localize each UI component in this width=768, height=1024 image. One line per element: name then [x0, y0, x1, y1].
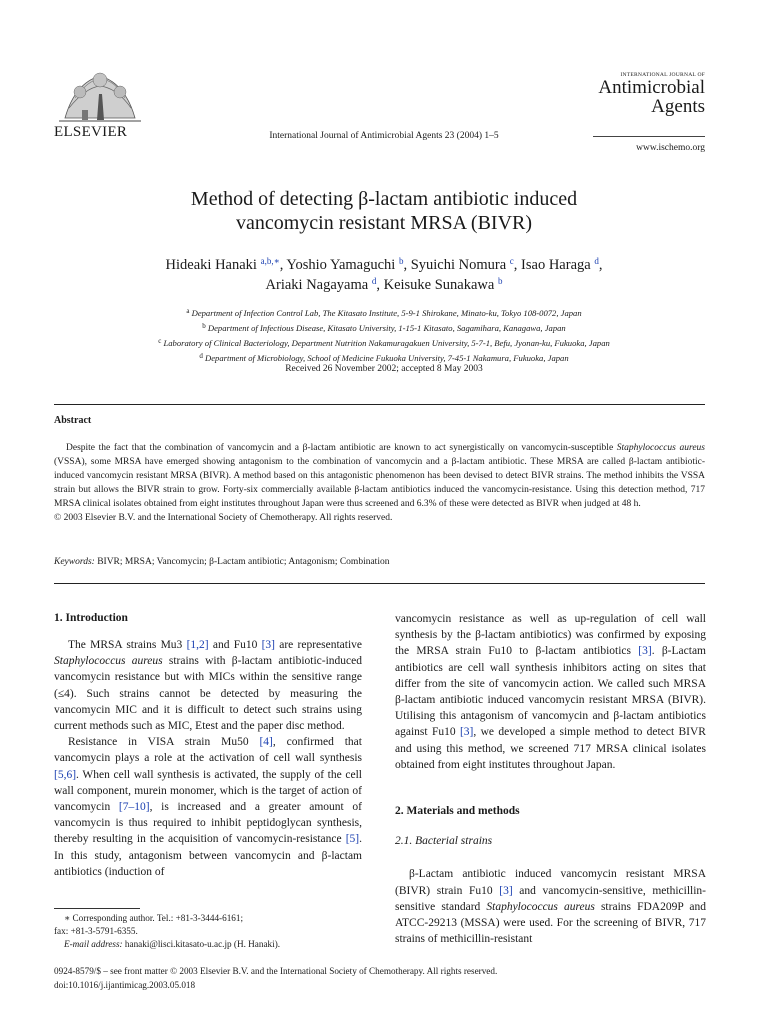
page-footer [54, 965, 705, 992]
author-name: Syuichi Nomura [410, 257, 507, 273]
issn-line: 0924-8579/$ – see front matter © 2003 Elsevier B.V. and the International Society of Chemotherapy. All rights reserved. [54, 966, 498, 976]
section-heading-introduction: 1. Introduction [54, 612, 128, 624]
abstract-heading: Abstract [54, 415, 92, 426]
journal-citation: International Journal of Antimicrobial Agents 23 (2004) 1–5 [269, 131, 499, 141]
article-title-line2: vancomycin resistant MRSA (BIVR) [235, 212, 533, 234]
author-affiliation-marker[interactable]: d [371, 276, 377, 286]
affiliation-list [0, 305, 768, 365]
affiliation-item: $^b$ Department of Infectious Disease, Kitasato University, 1-15-1 Kitasato, Sagamihara, Kanagawa, Japan [202, 322, 566, 333]
author-name: Keisuke Sunakawa [383, 277, 495, 293]
email-note: E-mail address: hanaki@lisci.kitasato-u.ac.jp (H. Hanaki). [64, 939, 281, 949]
right-column: vancomycin resistance as well as up-regulation of cell wall synthesis by the β-lactam antibiotics) was confirmed by exposing the MRSA strain Fu10 to β-lactam antibiotics [3]. β-Lactam antibiotics are cell wall synthesis inhibitors acting on sites that differ from the site of vancomycin action. We called such MRSA β-lactam antibiotic induced vancomycin resistant MRSA (BIVR). Utilising this antagonism of vancomycin and β-lactam antibiotics against Fu10 [3], we developed a simple method to detect BIVR and using this method, we screened 717 MRSA clinical isolates obtained from eight institutes throughout Japan. 2. Materials and methods 2.1. Bacterial strains β-Lactam antibiotic induced vancomycin resistant MRSA (BIVR) strain Fu10 [3] and vancomycin-sensitive, methicillin-sensitive standard Staphylococcus aureus strains FDA209P and ATCC-29213 (MSSA) were used. For the screening of BIVR, 717 strains of methicillin-resistant [395, 613, 706, 946]
author-name: Isao Haraga [521, 257, 591, 273]
affiliation-item: $^a$ Department of Infection Control Lab, The Kitasato Institute, 5-9-1 Shirokane, Minato-ku, Tokyo 108-0072, Japan [186, 307, 582, 318]
article-title [0, 187, 768, 235]
citation-link[interactable]: [3] [499, 884, 513, 897]
citation-link[interactable]: [4] [259, 736, 273, 749]
masthead-divider [593, 136, 705, 137]
journal-masthead-line1: Antimicrobial [598, 77, 705, 98]
journal-masthead-line2: Agents [651, 96, 705, 117]
doi-line[interactable]: doi:10.1016/j.ijantimicag.2003.05.018 [54, 979, 196, 990]
author-affiliation-marker[interactable]: a,b,∗ [260, 256, 280, 266]
author-name: Yoshio Yamaguchi [286, 257, 396, 273]
author-affiliation-marker[interactable]: d [594, 256, 599, 266]
citation-link[interactable]: [5,6] [54, 768, 77, 781]
corresponding-author-note: ∗ Corresponding author. Tel.: +81-3-3444-6161; [64, 913, 244, 923]
footnotes [54, 912, 362, 951]
received-dates: Received 26 November 2002; accepted 8 May 2003 [285, 364, 483, 374]
section-heading-methods: 2. Materials and methods [395, 805, 520, 818]
abstract-text: Despite the fact that the combination of vancomycin and a β-lactam antibiotic are known to act synergistically on vancomycin-susceptible Staphylococcus aureus (VSSA), some MRSA have emerged showing antagonism to the combination of vancomycin and a β-lactam antibiotic. These MRSA are called β-lactam antibiotic-induced vancomycin resistant MRSA (BIVR). A method based on this antagonistic phenomenon has been devised to detect BIVR strains. The method inhibits the VSSA strain but allows the BIVR strain to grow. Forty-six commercially available β-lactam antibiotics induced the vancomycin-resistance. Using this detection method, 717 MRSA clinical isolates obtained from eight institutes throughout Japan were thus screened and 6.3% of these were detected as BIVR when judged at 48 h. © 2003 Elsevier B.V. and the International Society of Chemotherapy. All rights reserved. [54, 443, 705, 523]
publisher-name: ELSEVIER [54, 124, 128, 140]
journal-url[interactable]: www.ischemo.org [636, 143, 705, 153]
citation-link[interactable]: [3] [638, 645, 652, 658]
author-list: Hideaki Hanaki $^{a,b,∗}$, Yoshio Yamaguchi $^b$, Syuichi Nomura $^c$, Isao Haraga $^d$, Ariaki Nagayama $^d$, Keisuke Sunakawa $^b$ [165, 256, 603, 293]
copyright-line: © 2003 Elsevier B.V. and the International Society of Chemotherapy. All rights reserved. [54, 513, 393, 523]
citation-link[interactable]: [5] [345, 833, 360, 846]
journal-masthead-small: INTERNATIONAL JOURNAL OF [620, 72, 705, 78]
author-affiliation-marker[interactable]: b [398, 256, 404, 266]
keywords: Keywords: BIVR; MRSA; Vancomycin; β-Lactam antibiotic; Antagonism; Combination [54, 557, 390, 567]
citation-link[interactable]: [1,2] [186, 639, 209, 651]
left-column: 1. Introduction The MRSA strains Mu3 [1,2] and Fu10 [3] are representative Staphylococcus aureus strains with β-lactam antibiotic-induced vancomycin resistance but with MICs within the sensitive range (≤4). Such strains cannot be detected by measuring the vancomycin MIC and it is difficult to detect such strains using current methods such as MIC, Etest and the paper disc method. Resistance in VISA strain Mu50 [4], confirmed that vancomycin plays a role at the activation of cell wall synthesis [5,6]. When cell wall synthesis is activated, the supply of the cell wall component, murein monomer, which is the target of action of vancomycin [7–10], is increased and a greater amount of vancomycin is thus required to inhibit peptidoglycan synthesis, thereby resulting in the acquisition of vancomycin-resistance [5]. In this study, antagonism between vancomycin and β-lactam antibiotics (induction of [54, 612, 363, 878]
citation-link[interactable]: [7–10] [118, 801, 150, 814]
affiliation-item: $^c$ Laboratory of Clinical Bacteriology, Department Nutrition Nakamuragakuen University, 5-7-1, Befu, Jyonan-ku, Fukuoka, Japan [158, 337, 610, 348]
footnote-divider [54, 908, 140, 909]
author-name: Hideaki Hanaki [165, 257, 257, 273]
citation-link[interactable]: [3] [261, 639, 275, 651]
abstract-top-rule [54, 404, 705, 405]
citation-link[interactable]: [3] [459, 726, 474, 739]
author-name: Ariaki Nagayama [265, 277, 369, 293]
journal-masthead [593, 72, 705, 116]
affiliation-item: $^d$ Department of Microbiology, School of Medicine Fukuoka University, 7-45-1 Nakamura, Fukuoka, Japan [199, 352, 569, 363]
email-link[interactable]: hanaki@lisci.kitasato-u.ac.jp (H. Hanaki). [124, 939, 281, 949]
abstract-bottom-rule [54, 583, 705, 584]
subsection-heading-bacterial-strains: 2.1. Bacterial strains [395, 835, 493, 848]
article-title-line1: Method of detecting β-lactam antibiotic induced [190, 188, 578, 210]
author-affiliation-marker[interactable]: c [509, 256, 514, 266]
author-affiliation-marker[interactable]: b [497, 276, 503, 286]
fax-note: fax: +81-3-5791-6355. [54, 926, 138, 936]
